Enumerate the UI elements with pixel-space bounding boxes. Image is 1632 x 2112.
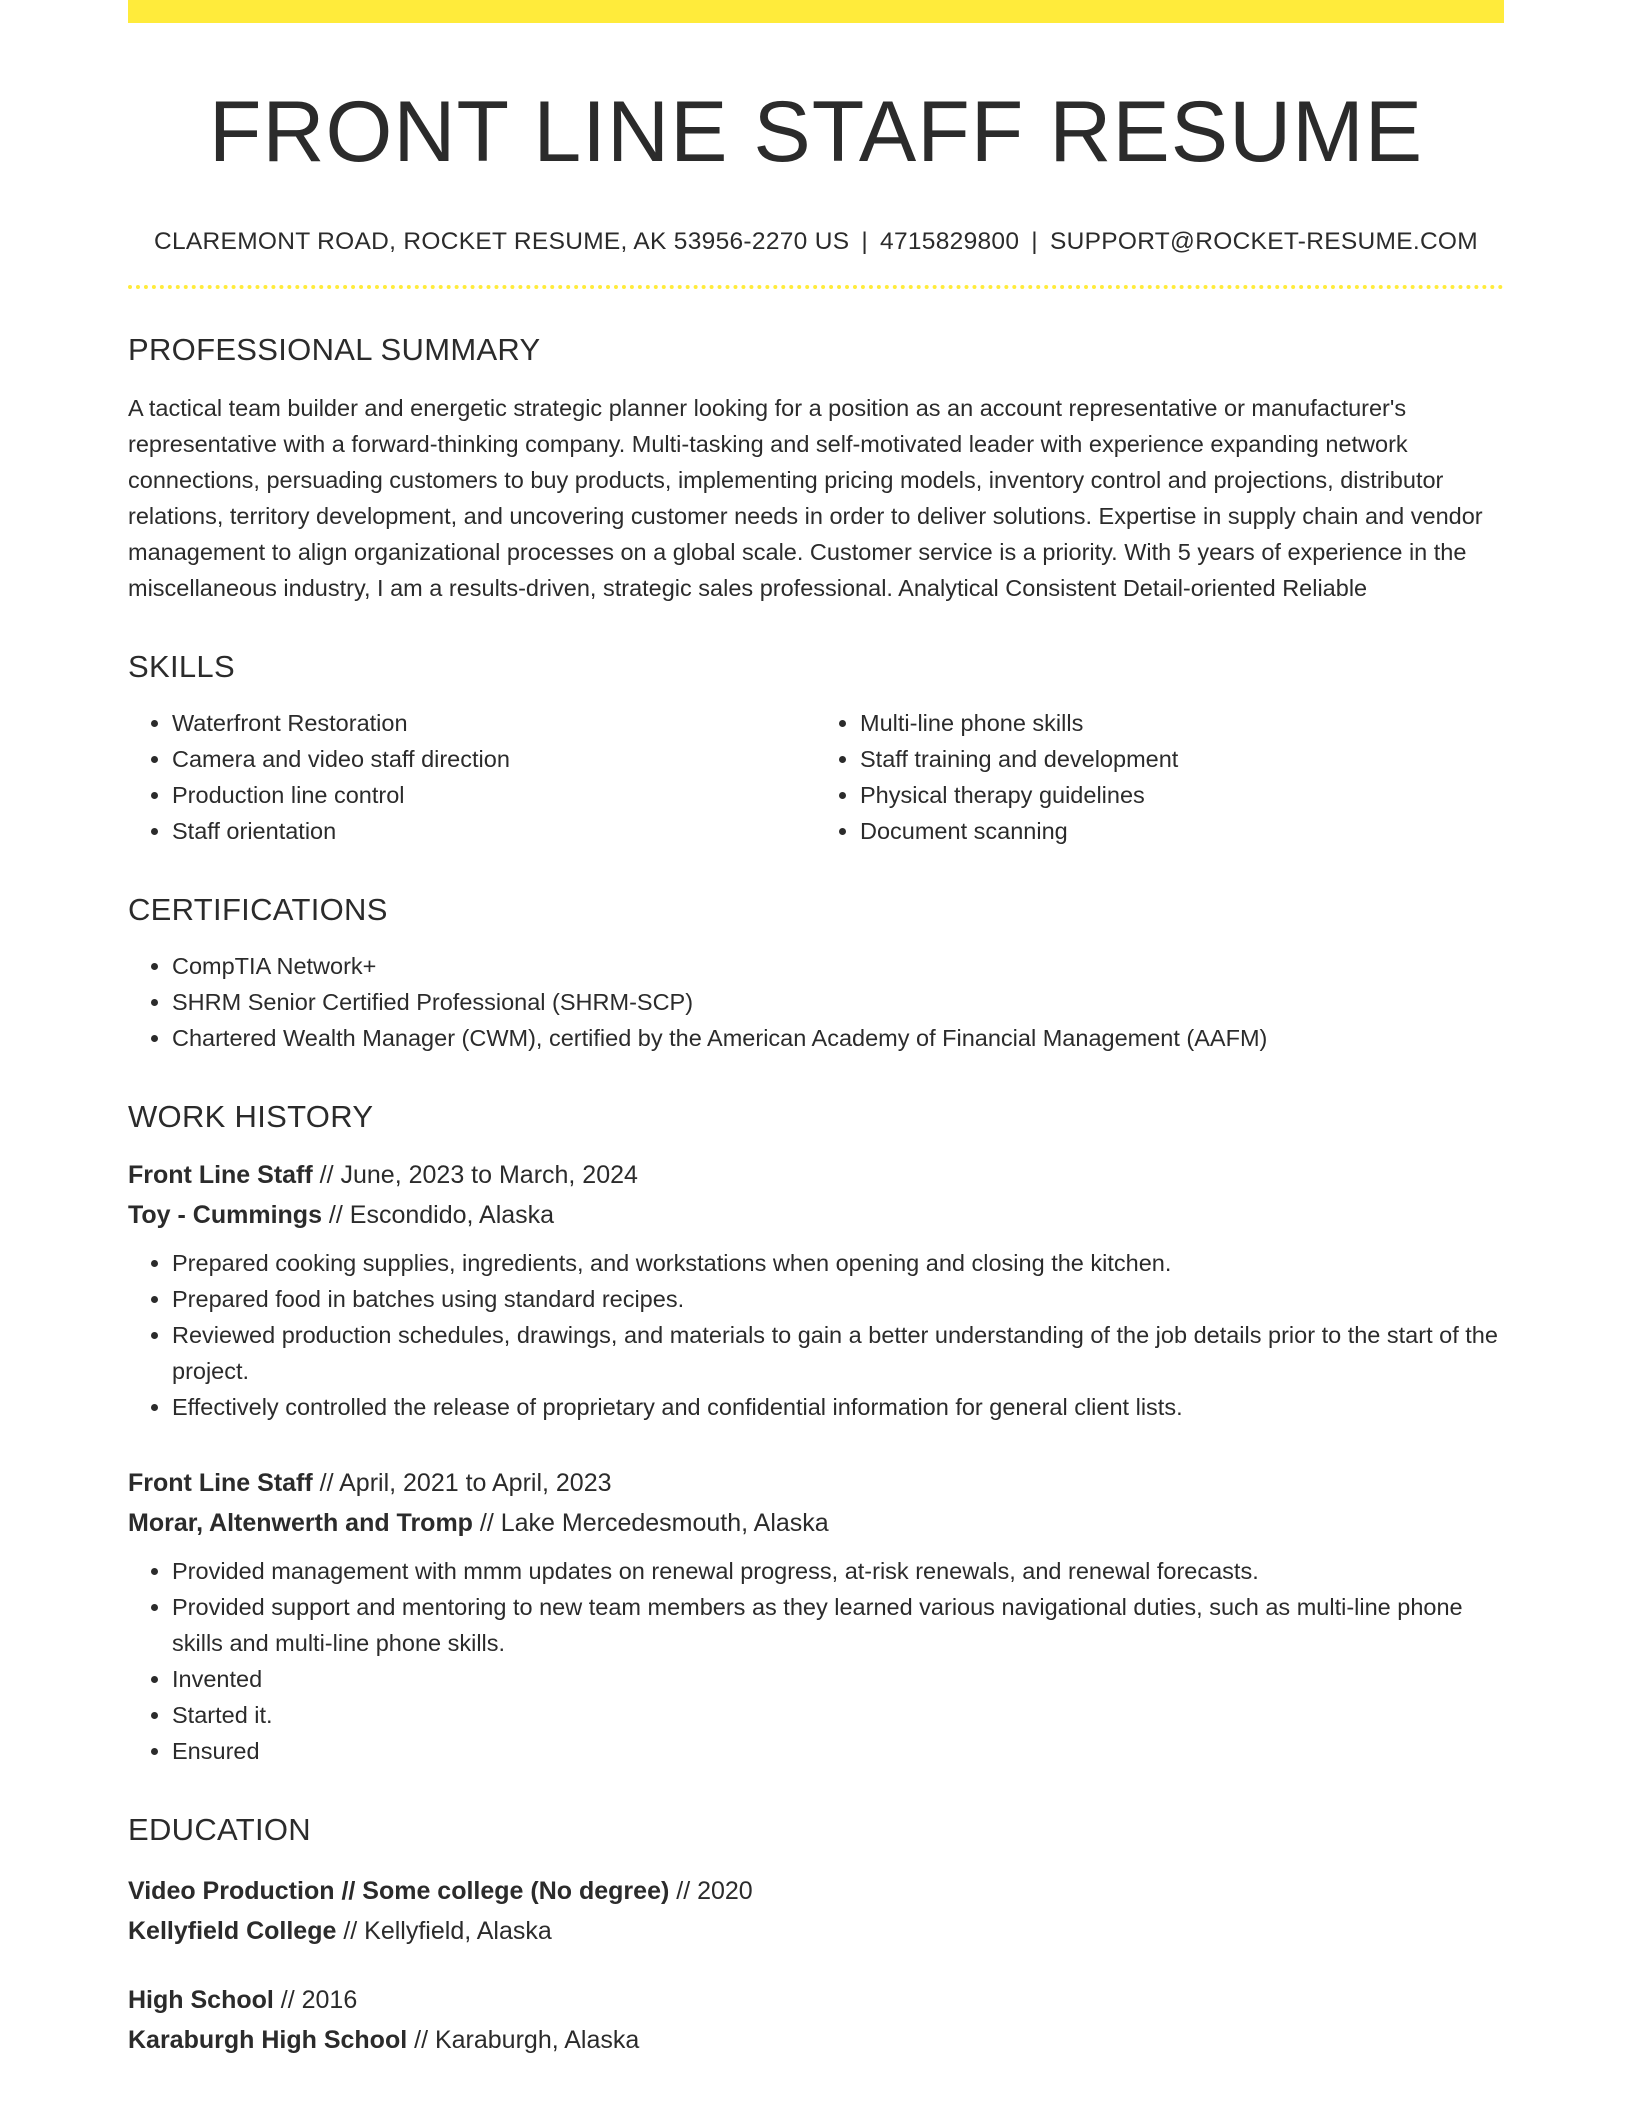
education-degree: Video Production // Some college (No degree) [128,1876,670,1905]
education-location: // Karaburgh, Alaska [407,2025,640,2054]
job-company-line [128,1503,1504,1543]
skills-column-right [816,705,1504,849]
education-degree: High School [128,1985,274,2014]
dotted-divider [128,285,1504,289]
skill-item: • Waterfront Restoration [172,705,816,741]
summary-heading: PROFESSIONAL SUMMARY [128,331,541,367]
education-school: Karaburgh High School [128,2025,408,2054]
education-location: // Kellyfield, Alaska [336,1916,552,1945]
job-role: Front Line Staff [128,1469,313,1498]
skills-list [128,685,1504,849]
contact-phone[interactable]: 4715829800 [880,227,1020,255]
skill-item: • Document scanning [860,813,1504,849]
education-degree-line [128,1980,1504,2020]
education-heading: EDUCATION [128,1812,311,1848]
top-accent-bar [128,0,1504,23]
education-year: // 2016 [273,1985,358,2014]
job-duty: • Reviewed production schedules, drawings, and materials to gain a better understanding of the job details prior to the start of the project. [172,1317,1504,1389]
education-school-line [128,2020,1504,2060]
education-year: // 2020 [669,1876,753,1905]
job-dates: // June, 2023 to March, 2024 [312,1161,638,1190]
job-company-line [128,1195,1504,1235]
job-title-line [128,1155,1504,1195]
summary-text: A tactical team builder and energetic strategic planner looking for a position as an account representative or manufacturer's representative with a forward-thinking company. Multi-tasking and self-motivated leader with experience expanding network connections, persuading customers to buy products, implementing pricing models, inventory control and projections, distributor relations, territory development, and uncovering customer needs in order to deliver solutions. Expertise in supply chain and vendor management to align organizational processes on a global scale. Customer service is a priority. With 5 years of experience in the miscellaneous industry, I am a results-driven, strategic sales professional. Analytical Consistent Detail-oriented Reliable [128,394,1483,601]
job-duty: • Prepared food in batches using standard recipes. [172,1281,1504,1317]
job-duty: • Effectively controlled the release of proprietary and confidential information for general client lists. [172,1389,1504,1425]
job-company: Toy - Cummings [128,1201,322,1230]
job-entry [128,1155,1504,1425]
contact-line [128,226,1504,258]
skill-item: • Production line control [172,777,816,813]
skill-item: • Physical therapy guidelines [860,777,1504,813]
contact-email[interactable]: SUPPORT@ROCKET-RESUME.COM [1049,227,1478,255]
job-entry [128,1463,1504,1769]
skills-heading: SKILLS [128,648,235,684]
job-location: // Escondido, Alaska [321,1201,555,1230]
job-location: // Lake Mercedesmouth, Alaska [472,1509,829,1538]
job-duty: • Ensured [172,1733,1504,1769]
job-duty: • Provided management with mmm updates on renewal progress, at-risk renewals, and renewal forecasts. [172,1553,1504,1589]
skill-item: • Camera and video staff direction [172,741,816,777]
skill-item: • Multi-line phone skills [860,705,1504,741]
job-duty: • Invented [172,1661,1504,1697]
certification-item: • SHRM Senior Certified Professional (SHRM-SCP) [172,984,1504,1020]
certifications-heading: CERTIFICATIONS [128,892,388,928]
education-entry [128,1871,1504,1951]
skill-item: • Staff orientation [172,813,816,849]
skill-item: • Staff training and development [860,741,1504,777]
contact-address: CLAREMONT ROAD, ROCKET RESUME, AK 53956-2270 US [154,227,850,255]
job-role: Front Line Staff [128,1161,313,1190]
work-history-heading: WORK HISTORY [128,1099,374,1135]
contact-separator: | [861,227,869,255]
certification-item: • CompTIA Network+ [172,948,1504,984]
resume-page [128,0,1504,2060]
job-duty: • Provided support and mentoring to new team members as they learned various navigational duties, such as multi-line phone skills and multi-line phone skills. [172,1589,1504,1661]
job-duties-list [128,1553,1504,1769]
education-degree-line [128,1871,1504,1911]
job-dates: // April, 2021 to April, 2023 [312,1469,612,1498]
resume-title: FRONT LINE STAFF RESUME [208,84,1424,180]
job-duty: • Started it. [172,1697,1504,1733]
job-duty: • Prepared cooking supplies, ingredients, and workstations when opening and closing the kitchen. [172,1245,1504,1281]
certifications-list [128,948,1504,1056]
education-entry [128,1980,1504,2060]
job-title-line [128,1463,1504,1503]
education-school: Kellyfield College [128,1916,337,1945]
contact-separator: | [1031,227,1038,255]
job-company: Morar, Altenwerth and Tromp [128,1509,473,1538]
skills-column-left [128,705,816,849]
job-duties-list [128,1245,1504,1425]
education-school-line [128,1911,1504,1951]
certification-item: • Chartered Wealth Manager (CWM), certified by the American Academy of Financial Management (AAFM) [172,1020,1504,1056]
